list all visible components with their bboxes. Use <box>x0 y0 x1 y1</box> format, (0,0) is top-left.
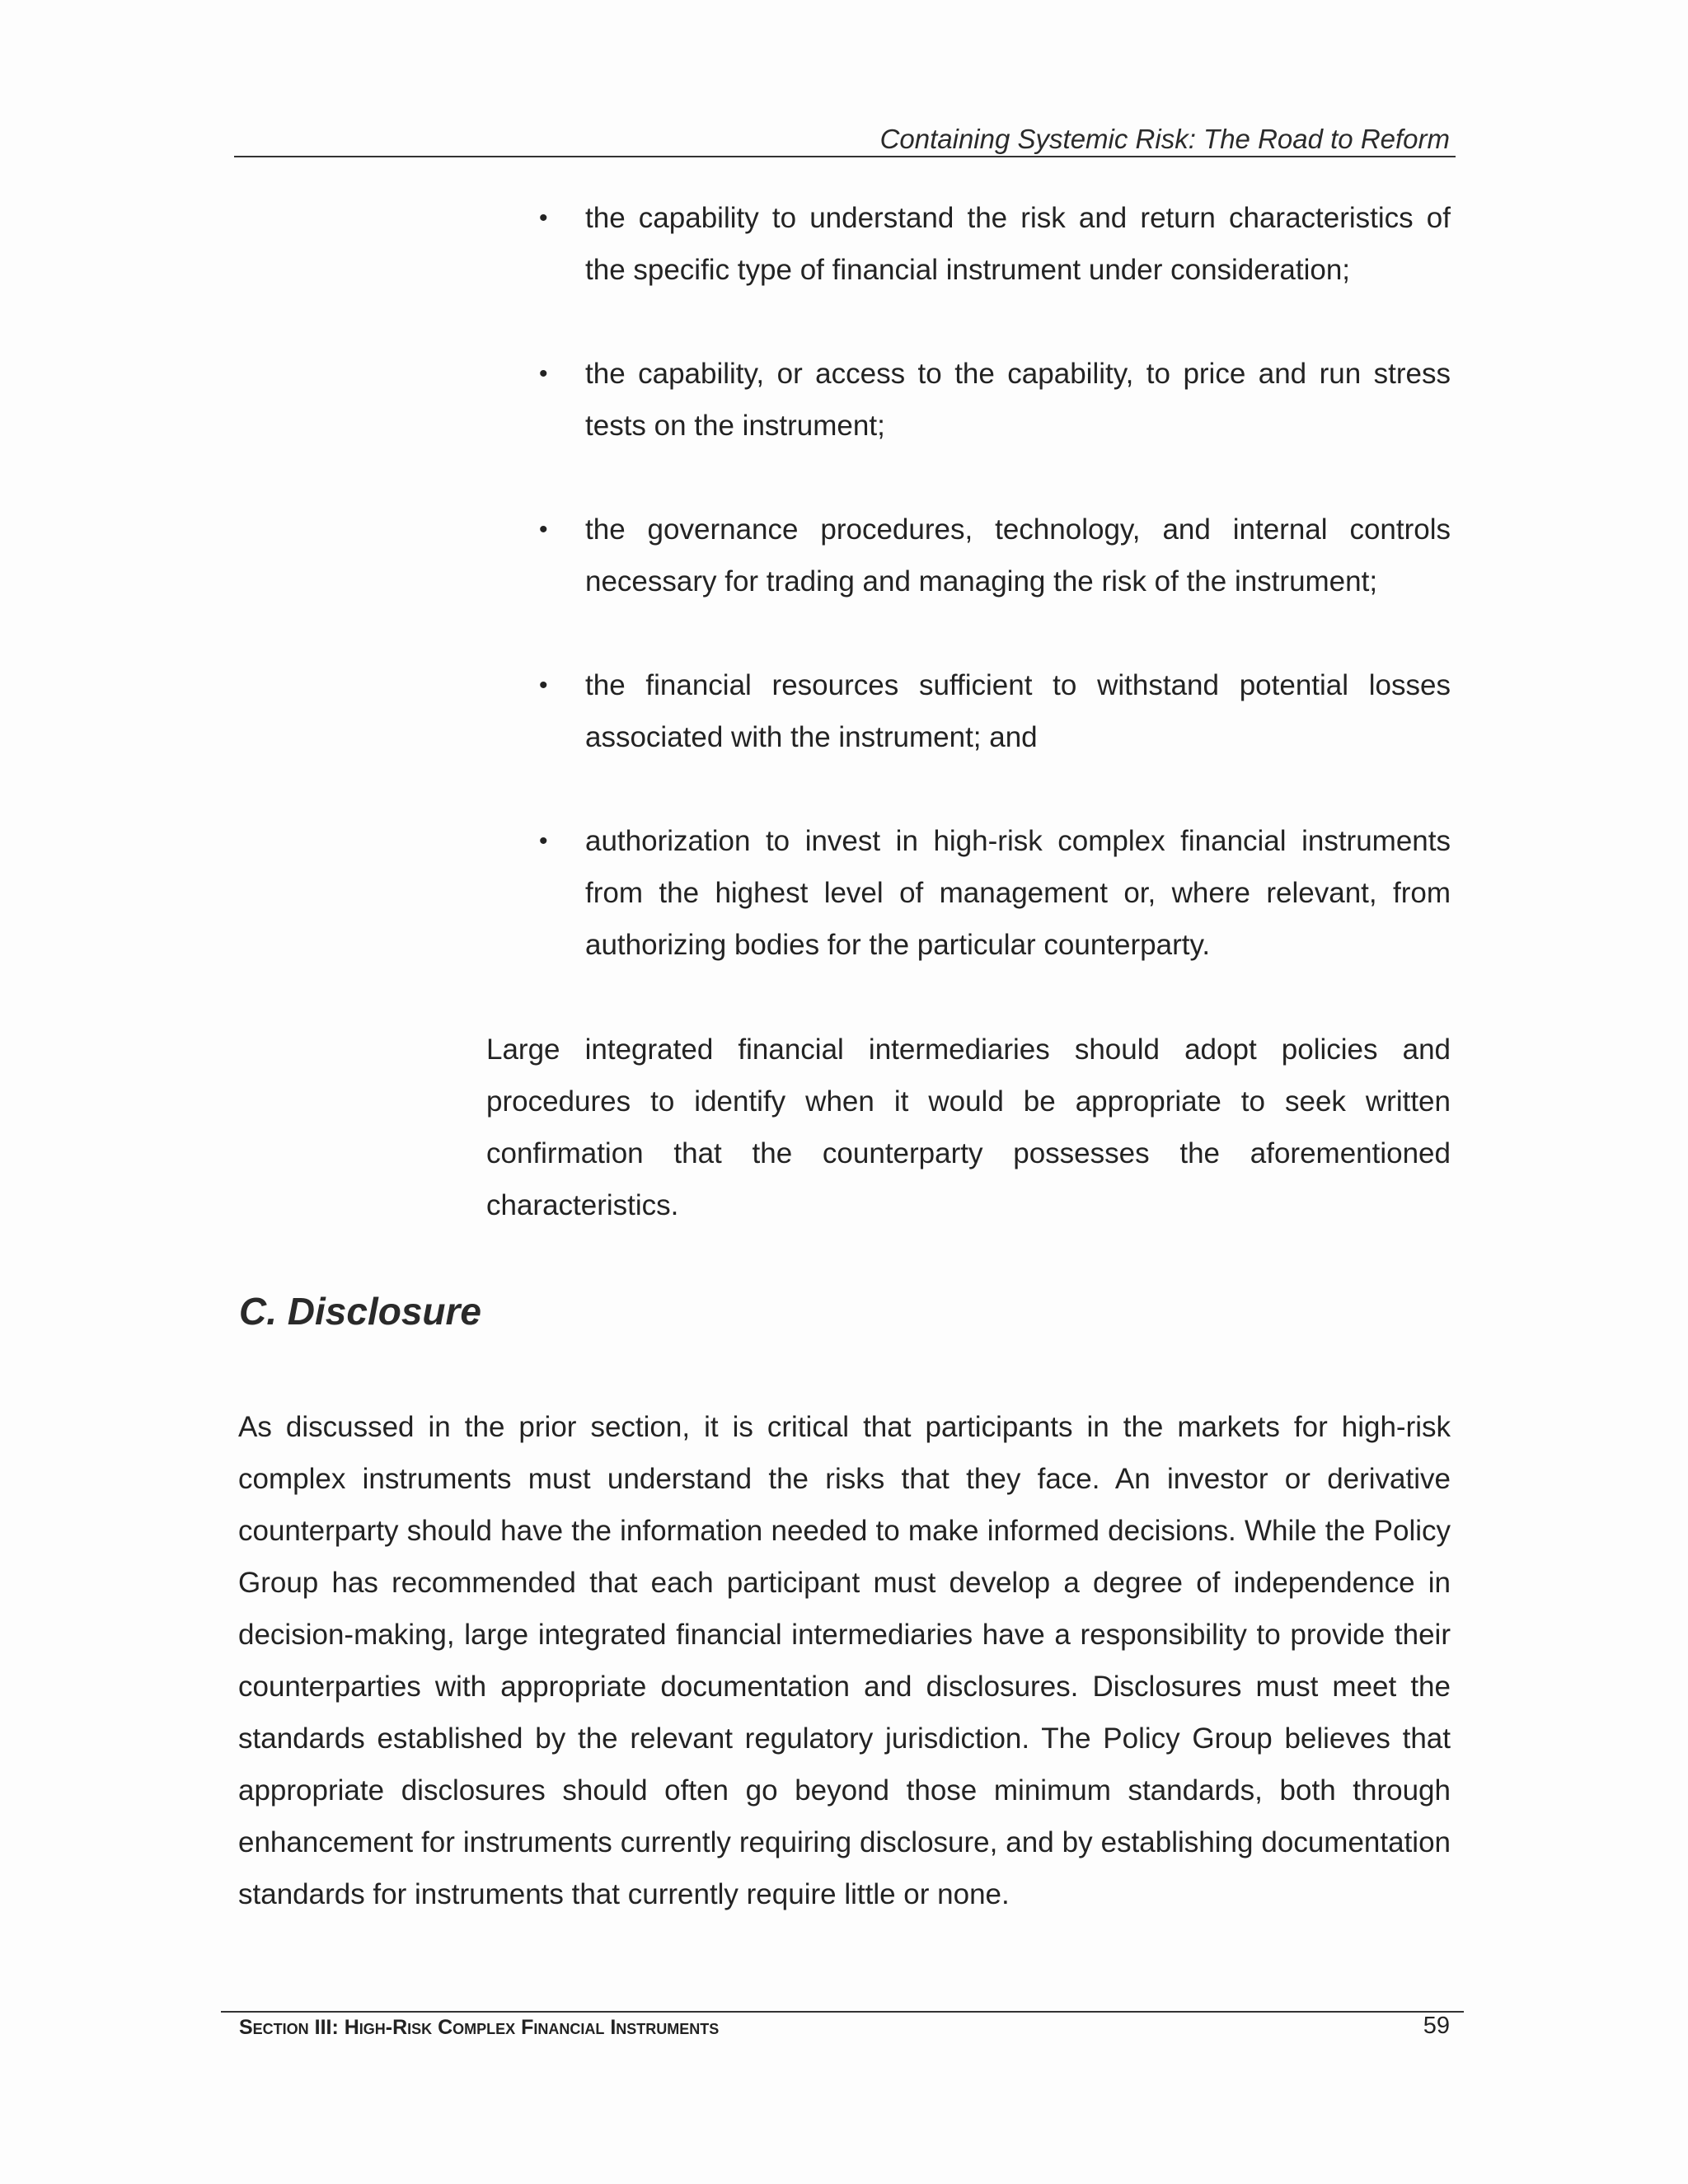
page-number: 59 <box>1423 2013 1450 2039</box>
bullet-item <box>534 504 1451 607</box>
bullet-item <box>534 192 1451 296</box>
bullet-dot-icon: • <box>539 672 548 699</box>
bullet-text: the capability, or access to the capability, to price and run stress tests on the instrument; <box>585 358 1451 442</box>
bullet-dot-icon: • <box>539 827 548 855</box>
bullet-text: the capability to understand the risk and return characteristics of the specific type of financial instrument under consideration; <box>585 202 1451 286</box>
running-header-title: Containing Systemic Risk: The Road to Reform <box>879 124 1450 154</box>
bullet-dot-icon: • <box>539 360 548 387</box>
bullet-text: the financial resources sufficient to withstand potential losses associated with the instrument; and <box>585 669 1451 753</box>
bullet-text: the governance procedures, technology, and internal controls necessary for trading and managing the risk of the instrument; <box>585 513 1451 598</box>
bullet-text: authorization to invest in high-risk complex financial instruments from the highest level of management or, where relevant, from authorizing bodies for the particular counterparty. <box>585 825 1451 961</box>
section-body-paragraph: As discussed in the prior section, it is critical that participants in the markets for high-risk complex instruments must understand the risks that they face. An investor or derivative counterparty should have the information needed to make informed decisions. While the Policy Group has recommended that each participant must develop a degree of independence in decision-making, large integrated financial intermediaries have a responsibility to provide their counterparties with appropriate documentation and disclosures. Disclosures must meet the standards established by the relevant regulatory jurisdiction. The Policy Group believes that appropriate disclosures should often go beyond those minimum standards, both through enhancement for instruments currently requiring disclosure, and by establishing documentation standards for instruments that currently require little or none. <box>238 1411 1451 1910</box>
bullet-dot-icon: • <box>539 204 548 232</box>
header-rule <box>234 156 1456 157</box>
bullet-list <box>534 192 1451 1023</box>
section-heading: C. Disclosure <box>239 1290 481 1333</box>
bullet-dot-icon: • <box>539 516 548 543</box>
footer-section-label: Section III: High-Risk Complex Financial Instruments <box>239 2016 720 2039</box>
bullet-item <box>534 815 1451 971</box>
indented-paragraph: Large integrated financial intermediaries should adopt policies and procedures to identify when it would be appropriate to seek written confirmation that the counterparty possesses the aforementioned characteristics. <box>486 1033 1451 1221</box>
bullet-item <box>534 659 1451 763</box>
bullet-item <box>534 348 1451 452</box>
